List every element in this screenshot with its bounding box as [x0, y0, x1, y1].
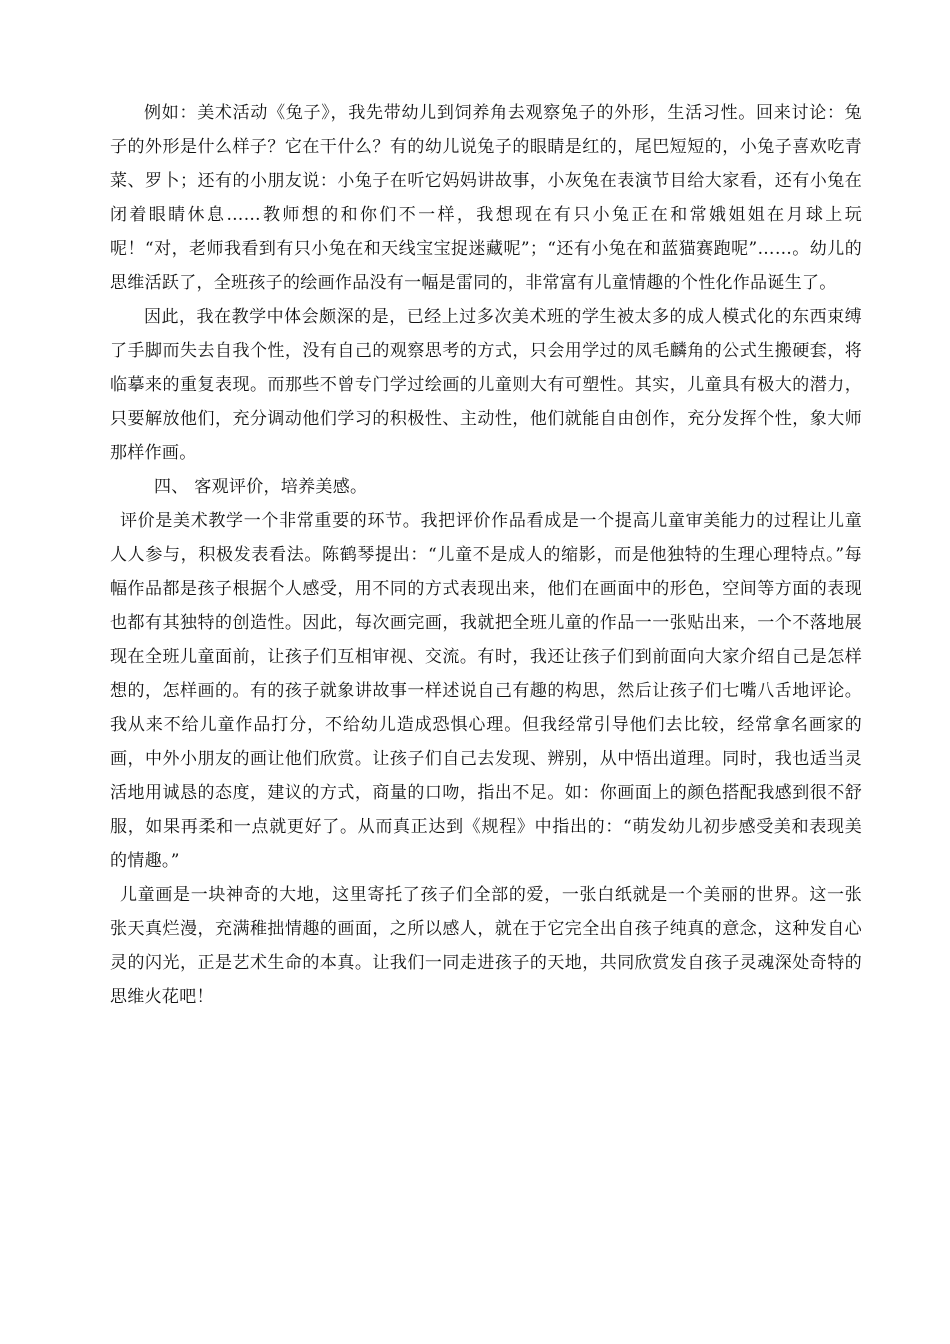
paragraph-teaching-reflection: 因此，我在教学中体会颇深的是，已经上过多次美术班的学生被太多的成人模式化的东西束缚了手脚而失去自我个性，没有自己的观察思考的方式，只会用学过的凤毛麟角的公式生搬硬套，将临摹来的重复表现。而那些不曾专门学过绘画的儿童则大有可塑性。其实，儿童具有极大的潜力，只要解放他们，充分调动他们学习的积极性、主动性，他们就能自由创作，充分发挥个性，象大师那样作画。 [110, 307, 862, 463]
section-heading-evaluation: 四、 客观评价，培养美感。 [154, 477, 368, 497]
document-body [110, 96, 862, 1014]
paragraph-conclusion: 儿童画是一块神奇的大地，这里寄托了孩子们全部的爱，一张白纸就是一个美丽的世界。这一张张天真烂漫，充满稚拙情趣的画面，之所以感人，就在于它完全出自孩子纯真的意念，这种发自心灵的闪光，正是艺术生命的本真。让我们一同走进孩子的天地，共同欣赏发自孩子灵魂深处奇特的思维火花吧！ [110, 885, 862, 1007]
paragraph-evaluation: 评价是美术教学一个非常重要的环节。我把评价作品看成是一个提高儿童审美能力的过程让儿童人人参与，积极发表看法。陈鹤琴提出：“儿童不是成人的缩影，而是他独特的生理心理特点。”每幅作品都是孩子根据个人感受，用不同的方式表现出来，他们在画面中的形色，空间等方面的表现也都有其独特的创造性。因此，每次画完画，我就把全班儿童的作品一一张贴出来，一个不落地展现在全班儿童面前，让孩子们互相审视、交流。有时，我还让孩子们到前面向大家介绍自己是怎样想的，怎样画的。有的孩子就象讲故事一样述说自己有趣的构思，然后让孩子们七嘴八舌地评论。我从来不给儿童作品打分，不给幼儿造成恐惧心理。但我经常引导他们去比较，经常拿名画家的画，中外小朋友的画让他们欣赏。让孩子们自己去发现、辨别，从中悟出道理。同时，我也适当灵活地用诚恳的态度，建议的方式，商量的口吻，指出不足。如：你画面上的颜色搭配我感到很不舒服，如果再柔和一点就更好了。从而真正达到《规程》中指出的：“萌发幼儿初步感受美和表现美的情趣。” [110, 511, 862, 871]
paragraph-rabbit-example: 例如：美术活动《兔子》，我先带幼儿到饲养角去观察兔子的外形，生活习性。回来讨论：兔子的外形是什么样子？它在干什么？有的幼儿说兔子的眼睛是红的，尾巴短短的，小兔子喜欢吃青菜、罗卜；还有的小朋友说：小兔子在听它妈妈讲故事，小灰兔在表演节目给大家看，还有小兔在闭着眼睛休息……教师想的和你们不一样，我想现在有只小兔正在和常娥姐姐在月球上玩呢！“对，老师我看到有只小兔在和天线宝宝捉迷藏呢”；“还有小兔在和蓝猫赛跑呢”……。幼儿的思维活跃了，全班孩子的绘画作品没有一幅是雷同的，非常富有儿童情趣的个性化作品诞生了。 [110, 103, 862, 293]
